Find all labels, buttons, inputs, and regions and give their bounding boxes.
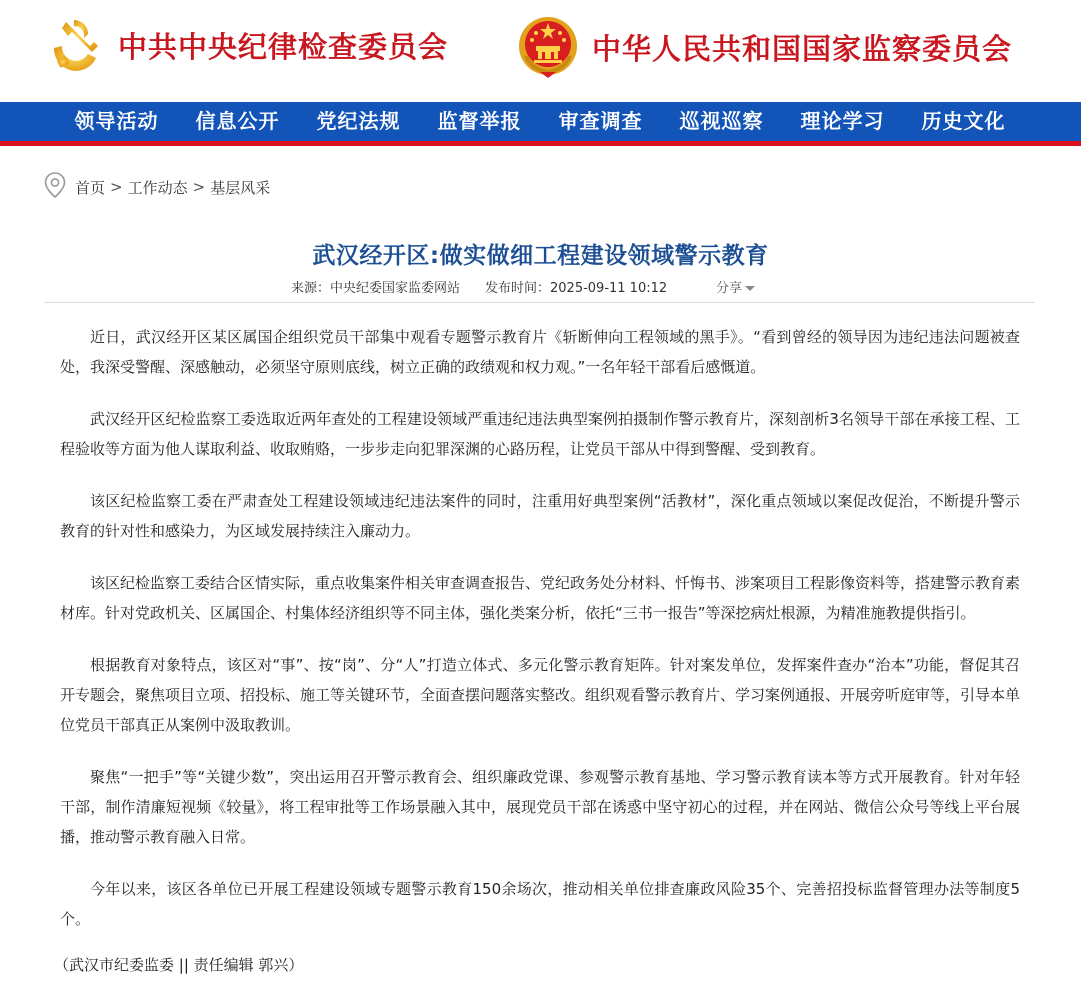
article-paragraph: 根据教育对象特点，该区对“事”、按“岗”、分“人”打造立体式、多元化警示教育矩阵。针对案发单位，发挥案件查办“治本”功能，督促其召开专题会，聚焦项目立项、招投标、施工等关键环节，全面查摆问题落实整改。组织观看警示教育片、学习案例通报、开展旁听庭审等，引导本单位党员干部真正从案例中汲取教训。 [60, 656, 1021, 734]
article-paragraph: 武汉经开区纪检监察工委选取近两年查处的工程建设领域严重违纪违法典型案例拍摄制作警示教育片，深刻剖析3名领导干部在承接工程、工程验收等方面为他人谋取利益、收取贿赂，一步步走向犯罪深渊的心路历程，让党员干部从中得到警醒、受到教育。 [60, 410, 1020, 458]
nav-item-inspection[interactable]: 巡视巡察 [679, 109, 764, 133]
article-publish-time: 发布时间：2025-09-11 10:12 [485, 281, 668, 296]
party-emblem-icon [44, 14, 106, 76]
national-emblem-icon [516, 14, 580, 80]
nav-item-info-disclosure[interactable]: 信息公开 [195, 109, 280, 133]
article-paragraph: 聚焦“一把手”等“关键少数”，突出运用召开警示教育会、组织廉政党课、参观警示教育基地、学习警示教育读本等方式开展教育。针对年轻干部，制作清廉短视频《较量》，将工程审批等工作场景融入其中，展现党员干部在诱惑中坚守初心的过程，并在网站、微信公众号等线上平台展播，推动警示教育融入日常。 [60, 768, 1020, 846]
article-source: 来源：中央纪委国家监委网站 [291, 281, 461, 296]
article-title: 武汉经开区:做实做细工程建设领域警示教育 [312, 243, 769, 270]
main-nav [0, 102, 1081, 146]
share-label: 分享 [716, 281, 743, 296]
site-header [0, 0, 1081, 102]
article-meta [0, 276, 1081, 296]
article-editor-credit: （武汉市纪委监委 || 责任编辑 郭兴） [54, 956, 304, 974]
nav-item-leadership[interactable]: 领导活动 [74, 109, 159, 133]
location-pin-icon [44, 172, 66, 202]
nav-item-investigation[interactable]: 审查调查 [558, 109, 643, 133]
divider [44, 302, 1035, 303]
nav-item-report[interactable]: 监督举报 [437, 109, 522, 133]
breadcrumb-home-link[interactable]: 首页 [75, 178, 106, 197]
nav-item-history[interactable]: 历史文化 [921, 109, 1006, 133]
breadcrumb-separator: > [110, 178, 123, 196]
article-body [54, 322, 1021, 1002]
share-button[interactable] [716, 277, 755, 296]
breadcrumb [44, 174, 270, 200]
article-paragraph: 该区纪检监察工委结合区情实际，重点收集案件相关审查调查报告、党纪政务处分材料、忏悔书、涉案项目工程影像资料等，搭建警示教育素材库。针对党政机关、区属国企、村集体经济组织等不同主体，强化类案分析，依托“三书一报告”等深挖病灶根源，为精准施教提供指引。 [60, 574, 1021, 622]
breadcrumb-current-link[interactable]: 基层风采 [210, 178, 271, 197]
nav-item-theory[interactable]: 理论学习 [800, 109, 885, 133]
ccdi-brand[interactable] [44, 14, 448, 76]
article-paragraph: 近日，武汉经开区某区属国企组织党员干部集中观看专题警示教育片《斩断伸向工程领域的黑手》。“看到曾经的领导因为违纪违法问题被查处，我深受警醒、深感触动，必须坚守原则底线，树立正确的政绩观和权力观。”一名年轻干部看后感慨道。 [60, 328, 1020, 376]
breadcrumb-section-link[interactable]: 工作动态 [127, 178, 188, 197]
breadcrumb-separator: > [192, 178, 206, 196]
nav-item-party-regulations[interactable]: 党纪法规 [316, 109, 401, 133]
ccdi-title: 中共中央纪律检查委员会 [118, 29, 449, 64]
nsc-title: 中华人民共和国国家监察委员会 [592, 31, 1013, 66]
chevron-down-icon [745, 286, 755, 291]
nsc-brand[interactable] [516, 14, 1012, 80]
article-paragraph: 今年以来，该区各单位已开展工程建设领域专题警示教育150余场次，推动相关单位排查廉政风险35个、完善招投标监督管理办法等制度5个。 [60, 880, 1020, 928]
article-paragraph: 该区纪检监察工委在严肃查处工程建设领域违纪违法案件的同时，注重用好典型案例“活教材”，深化重点领域以案促改促治，不断提升警示教育的针对性和感染力，为区域发展持续注入廉动力。 [60, 492, 1020, 540]
